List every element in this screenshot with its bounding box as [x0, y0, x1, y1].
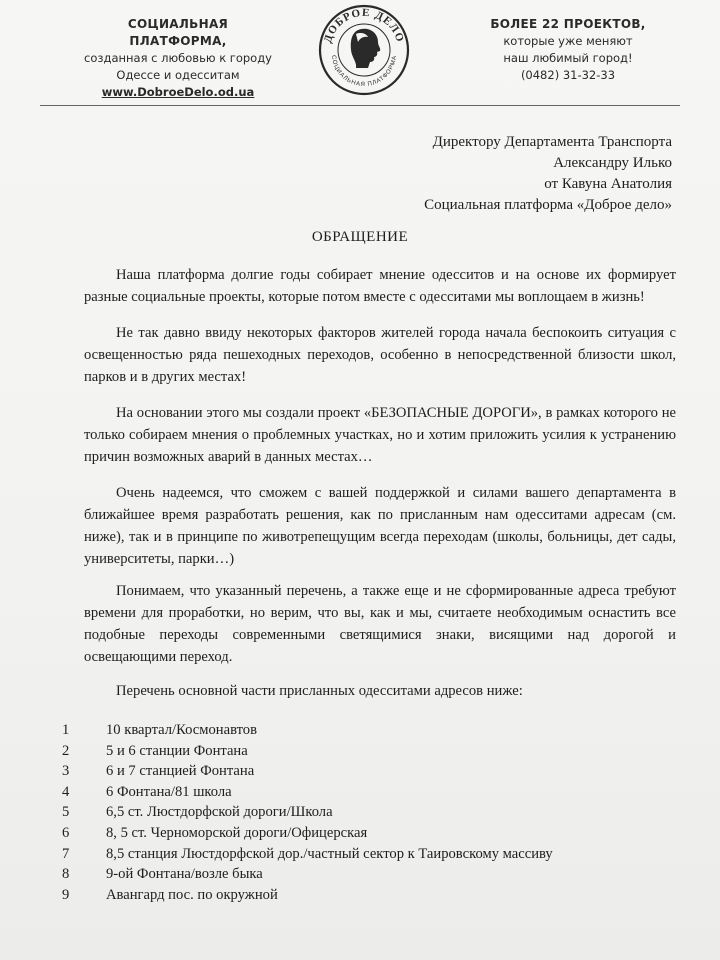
header-right-block [478, 16, 658, 84]
list-item-text: 8,5 станция Люстдорфской дор./частный сектор к Таировскому массиву [106, 845, 553, 862]
face-profile-icon [351, 29, 380, 68]
list-item-number: 5 [62, 804, 70, 821]
paragraph-4: Очень надеемся, что сможем с вашей поддержкой и силами вашего департамента в ближайшее время разработать решения, как по присланным нам одесситами адресам (см. ниже), так и в принципе по животрепещущим всегда переходам (школы, больницы, дет сады, университеты, парки…) [84, 485, 676, 567]
header-phone: (0482) 31-32-33 [520, 68, 616, 82]
list-item [62, 844, 662, 865]
paragraph-3: На основании этого мы создали проект «БЕЗОПАСНЫЕ ДОРОГИ», в рамках которого не только собираем мнения о проблемных участках, но и хотим приложить усилия к устранению причин возможных аварий в данных местах… [84, 405, 676, 465]
header-right-line3: наш любимый город! [503, 51, 633, 65]
list-item-text: 6 и 7 станцией Фонтана [106, 763, 255, 780]
header-left-line1: СОЦИАЛЬНАЯ ПЛАТФОРМА, [127, 17, 229, 48]
addressee-line: Александру Илько [553, 155, 672, 171]
list-intro: Перечень основной части присланных одесситами адресов ниже: [116, 683, 523, 699]
addressee-block [424, 132, 672, 216]
list-item-number: 2 [62, 742, 70, 759]
list-item-text: 9-ой Фонтана/возле быка [106, 866, 263, 883]
header-website: www.DobroeDelo.od.ua [101, 85, 255, 99]
addressee-line: от Кавуна Анатолия [544, 176, 672, 192]
list-item-number: 7 [62, 845, 70, 862]
list-item [62, 885, 662, 906]
list-item-text: Авангард пос. по окружной [106, 886, 278, 903]
header-left-line2: созданная с любовью к городу [84, 51, 272, 65]
list-item-text: 8, 5 ст. Черноморской дороги/Офицерская [106, 824, 368, 841]
list-item-number: 3 [62, 763, 70, 780]
paragraph-2: Не так давно ввиду некоторых факторов жителей города начала беспокоить ситуация с освещенностью ряда пешеходных переходов, особенно в непосредственной близости школ, парков и в других местах! [84, 325, 676, 385]
address-list [62, 720, 662, 905]
list-item-text: 6,5 ст. Люстдорфской дороги/Школа [106, 804, 333, 821]
header-divider [40, 105, 680, 106]
letter-title: ОБРАЩЕНИЕ [311, 229, 409, 245]
list-item-number: 6 [62, 824, 70, 841]
header-right-line1: БОЛЕЕ 22 ПРОЕКТОВ, [490, 17, 646, 31]
list-item-text: 5 и 6 станции Фонтана [106, 742, 248, 759]
addressee-line: Социальная платформа «Доброе дело» [424, 197, 672, 213]
list-item-number: 4 [62, 783, 70, 800]
logo-top-text: ДОБРОЕ ДЕЛО [321, 6, 407, 45]
header-right-line2: которые уже меняют [503, 34, 633, 48]
list-item-number: 9 [62, 886, 70, 903]
list-item-text: 10 квартал/Космонавтов [106, 722, 257, 738]
addressee-line: Директору Департамента Транспорта [432, 134, 672, 150]
list-item-number: 8 [62, 866, 70, 883]
list-item [62, 782, 662, 803]
list-item [62, 802, 662, 823]
header-left-line3: Одессе и одесситам [116, 68, 240, 82]
list-item [62, 761, 662, 782]
list-item [62, 864, 662, 885]
list-item [62, 823, 662, 844]
list-item [62, 741, 662, 762]
list-item [62, 720, 662, 741]
dobroe-delo-logo [318, 4, 410, 96]
paragraph-5: Понимаем, что указанный перечень, а также еще и не сформированные адреса требуют времени для проработки, но верим, что вы, как и мы, считаете необходимым оснастить все подобные переходы современными светящимися знаки, висящими над дорогой и освещающими переход. [84, 583, 676, 665]
paragraph-1: Наша платформа долгие годы собирает мнение одесситов и на основе их формирует разные социальные проекты, которые потом вместе с одесситами мы воплощаем в жизнь! [84, 267, 676, 305]
list-item-text: 6 Фонтана/81 школа [106, 783, 232, 800]
logo-bottom-text: СОЦИАЛЬНАЯ ПЛАТФОРМА [329, 54, 399, 89]
list-item-number: 1 [62, 722, 70, 738]
header-left-block [78, 16, 278, 101]
